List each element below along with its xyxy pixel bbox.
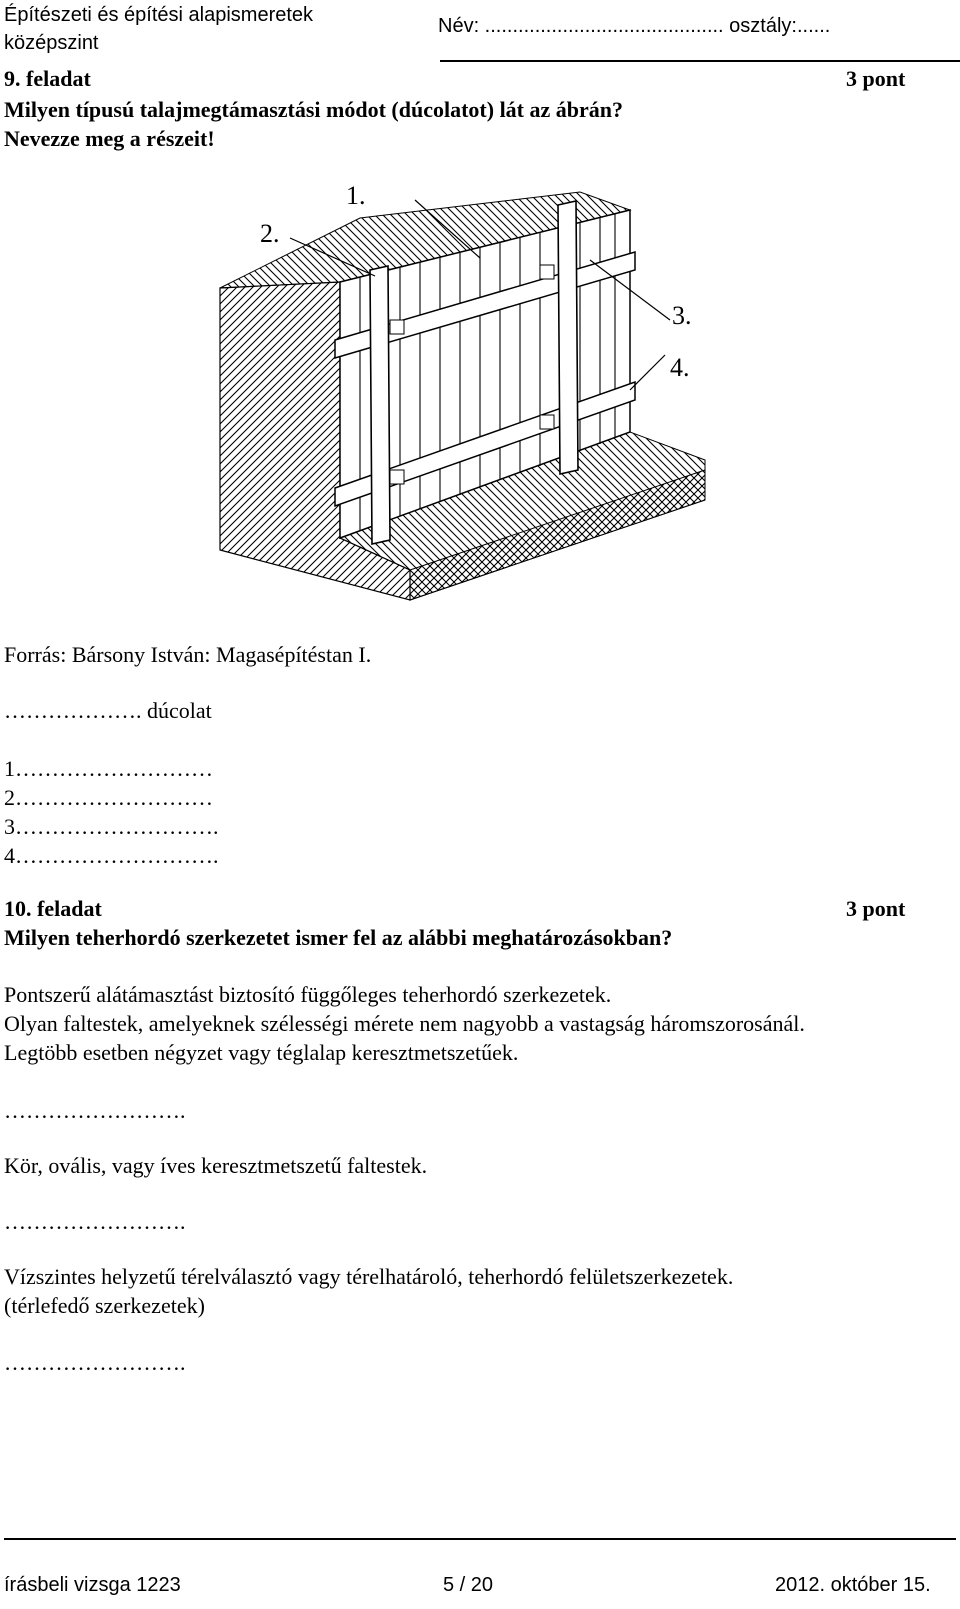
task10-question: Milyen teherhordó szerkezetet ismer fel az alábbi meghatározásokban? (4, 925, 673, 950)
task9-question-line1: Milyen típusú talajmegtámasztási módot (dúcolatot) lát az ábrán? (4, 97, 624, 122)
figure-label-2: 2. (260, 219, 280, 248)
task9-question-line2: Nevezze meg a részeit! (4, 126, 215, 151)
task9-points: 3 pont (846, 66, 906, 91)
definition-1-line1: Pontszerű alátámasztást biztosító függőleges teherhordó szerkezetek. (4, 982, 612, 1007)
definition-1-line3: Legtöbb esetben négyzet vagy téglalap keresztmetszetűek. (4, 1040, 519, 1065)
header-subject: Építészeti és építési alapismeretek (4, 4, 314, 26)
answer-line-4: 4………………………. (4, 843, 219, 868)
task9-title: 9. feladat (4, 66, 91, 91)
definition-1-line2: Olyan faltestek, amelyeknek szélességi mérete nem nagyobb a vastagság háromszorosánál. (4, 1011, 805, 1036)
header-level: középszint (4, 32, 99, 54)
definition-2-line1: Kör, ovális, vagy íves keresztmetszetű faltestek. (4, 1153, 428, 1178)
answer-blank-3: ……………………. (4, 1350, 186, 1375)
header-rule (440, 60, 960, 62)
answer-type-line: ………………. dúcolat (4, 698, 212, 723)
task10-points: 3 pont (846, 896, 906, 921)
task10-title: 10. feladat (4, 896, 102, 921)
definition-3-line1: Vízszintes helyzetű térelválasztó vagy térelhatároló, teherhordó felületszerkezetek. (4, 1264, 734, 1289)
footer-exam: írásbeli vizsga 1223 (4, 1574, 181, 1596)
figure-source: Forrás: Bársony István: Magasépítéstan I. (4, 642, 372, 667)
answer-line-1: 1……………………… (4, 756, 213, 781)
answer-line-2: 2……………………… (4, 785, 213, 810)
figure-label-3: 3. (672, 301, 692, 330)
definition-3-line2: (térlefedő szerkezetek) (4, 1293, 205, 1318)
header-name-field: Név: ........................................... osztály:...... (438, 15, 831, 37)
shoring-figure (210, 170, 710, 610)
figure-label-1: 1. (346, 181, 366, 210)
answer-blank-1: ……………………. (4, 1098, 186, 1123)
answer-line-3: 3………………………. (4, 814, 219, 839)
footer-date: 2012. október 15. (775, 1574, 931, 1596)
answer-blank-2: ……………………. (4, 1209, 186, 1234)
footer-page-number: 5 / 20 (443, 1574, 494, 1596)
figure-label-4: 4. (670, 353, 690, 382)
footer-rule (4, 1538, 956, 1540)
